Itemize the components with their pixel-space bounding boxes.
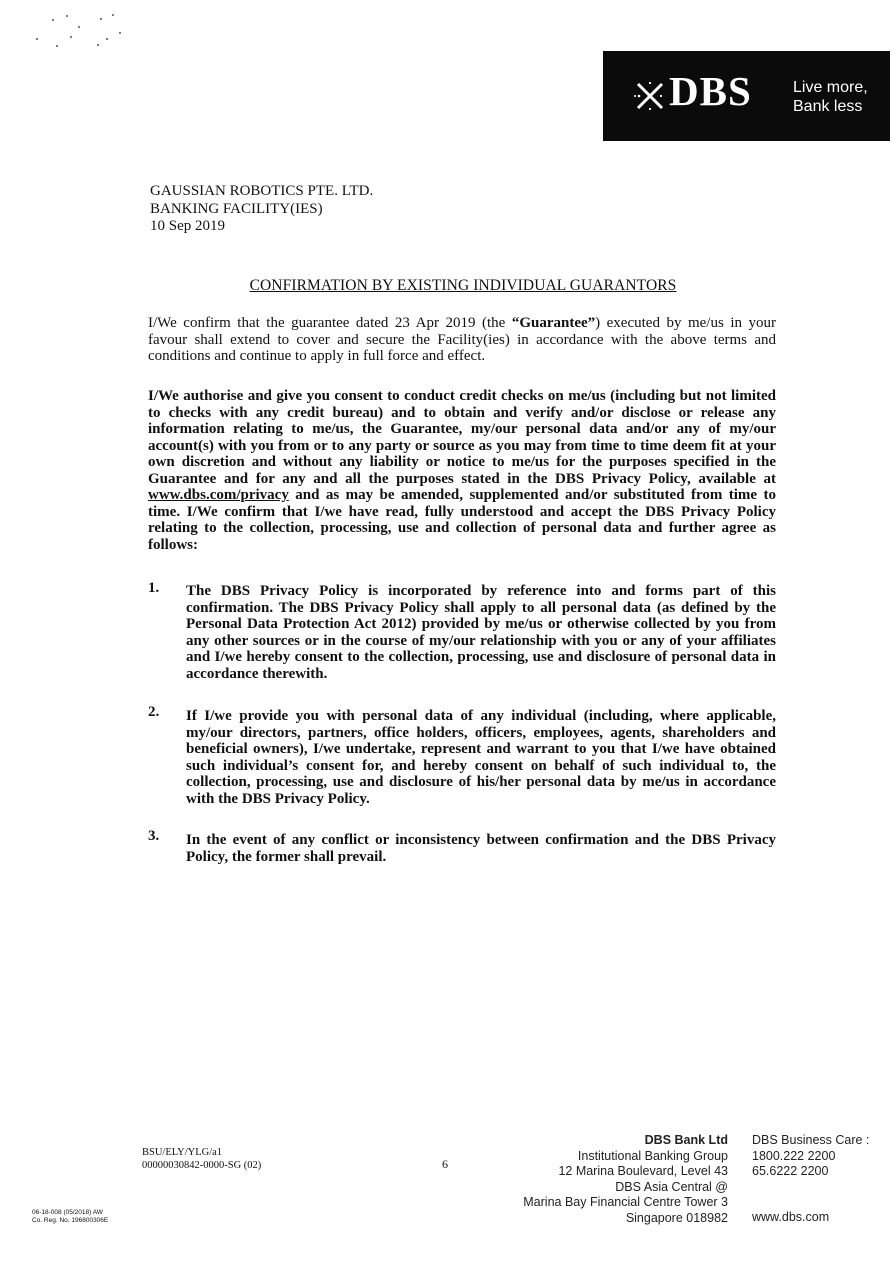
form-codes (32, 1209, 108, 1224)
privacy-policy-link[interactable]: www.dbs.com/privacy (148, 487, 289, 503)
bank-address-line: Institutional Banking Group (577, 1148, 728, 1163)
list-item-text: The DBS Privacy Policy is incorporated by reference into and forms part of this confirmation. The DBS Privacy Policy shall apply to all personal data (as defined by the Personal Data Protection Act 2012) provided by me/us or otherwise collected by you from any other sources or in the course of my/our relationship with you or any of your affiliates and I/we hereby consent to the collection, processing, use and disclosure of personal data in accordance therewith. (186, 583, 776, 682)
p2-text-after: and as may be amended, supplemented and/or substituted from time to time. I/We confirm that I/we have read, fully understood and accept the DBS Privacy Policy relating to the collection, processing, use and collection of personal data and further agree as follows: (148, 487, 776, 553)
bank-address (500, 1133, 728, 1226)
p1-guarantee-term: “Guarantee” (511, 315, 596, 331)
ref-line-2: 00000030842-0000-SG (02) (142, 1160, 262, 1171)
page-number: 6 (442, 1157, 448, 1171)
letter-date: 10 Sep 2019 (150, 218, 225, 234)
list-item-number: 2. (148, 704, 160, 720)
p1-text-after: ) executed by me/us in your favour shall extend to cover and secure the Facility(ies) in accordance with the above terms and conditions and continue to apply in full force and effect. (148, 315, 776, 364)
bank-name: DBS Bank Ltd (644, 1133, 728, 1147)
company-name: GAUSSIAN ROBOTICS PTE. LTD. (150, 183, 374, 199)
addressee-block (150, 183, 373, 236)
co-reg-number: Co. Reg. No. 196800306E (32, 1216, 109, 1224)
business-care-phone: 65.6222 2200 (752, 1164, 829, 1178)
bank-address-line: 12 Marina Boulevard, Level 43 (558, 1164, 728, 1178)
tagline-line-2: Bank less (793, 98, 863, 115)
bank-address-line: Singapore 018982 (625, 1210, 728, 1225)
dbs-logo-banner (603, 51, 890, 141)
confirmation-paragraph (148, 315, 776, 365)
list-item-number: 1. (148, 580, 160, 596)
subject-line: BANKING FACILITY(IES) (150, 200, 323, 217)
bank-address-line: Marina Bay Financial Centre Tower 3 (523, 1195, 728, 1209)
website-link[interactable]: www.dbs.com (752, 1210, 830, 1224)
bank-address-line: DBS Asia Central @ (615, 1179, 728, 1194)
business-care-phone: 1800.222 2200 (752, 1148, 836, 1163)
logo-tagline (793, 78, 868, 116)
p1-text-before: I/We confirm that the guarantee dated 23 Apr 2019 (the (148, 315, 512, 331)
business-care-contact (752, 1133, 882, 1224)
dbs-logo-text: DBS (669, 68, 752, 114)
list-item-number: 3. (148, 828, 160, 844)
reference-codes (142, 1146, 261, 1172)
list-item-text: In the event of any conflict or inconsistency between confirmation and the DBS Privacy Policy, the former shall prevail. (186, 832, 776, 865)
form-code: 06-18-008 (05/2018) AW (32, 1209, 103, 1216)
list-item-text: If I/we provide you with personal data of any individual (including, where applicable, my/our directors, partners, office holders, officers, employees, agents, shareholders and beneficial owners), I/we undertake, represent and warrant to you that I/we have obtained such individual’s consent for, and hereby consent on behalf of such individual to, the collection, processing, use and disclosure of his/her personal data by me/us in accordance with the DBS Privacy Policy. (186, 708, 776, 807)
tagline-line-1: Live more, (793, 79, 868, 96)
dbs-x-icon (633, 79, 667, 113)
ref-line-1: BSU/ELY/YLG/a1 (142, 1147, 223, 1158)
business-care-title: DBS Business Care : (752, 1133, 870, 1147)
document-title: CONFIRMATION BY EXISTING INDIVIDUAL GUARANTORS (249, 277, 677, 294)
consent-paragraph (148, 388, 776, 553)
p2-text-before: I/We authorise and give you consent to conduct credit checks on me/us (including but not limited to checks with any credit bureau) and to obtain and verify and/or disclose or release any information relating to me/us, the Guarantee, my/our personal data and/or any of my/our account(s) with you from or to any party or source as you may from time to time deem fit at your own discretion and without any liability or notice to me/us for the purposes specified in the Guarantee and for any and all the purposes stated in the DBS Privacy Policy, available at (148, 388, 776, 487)
